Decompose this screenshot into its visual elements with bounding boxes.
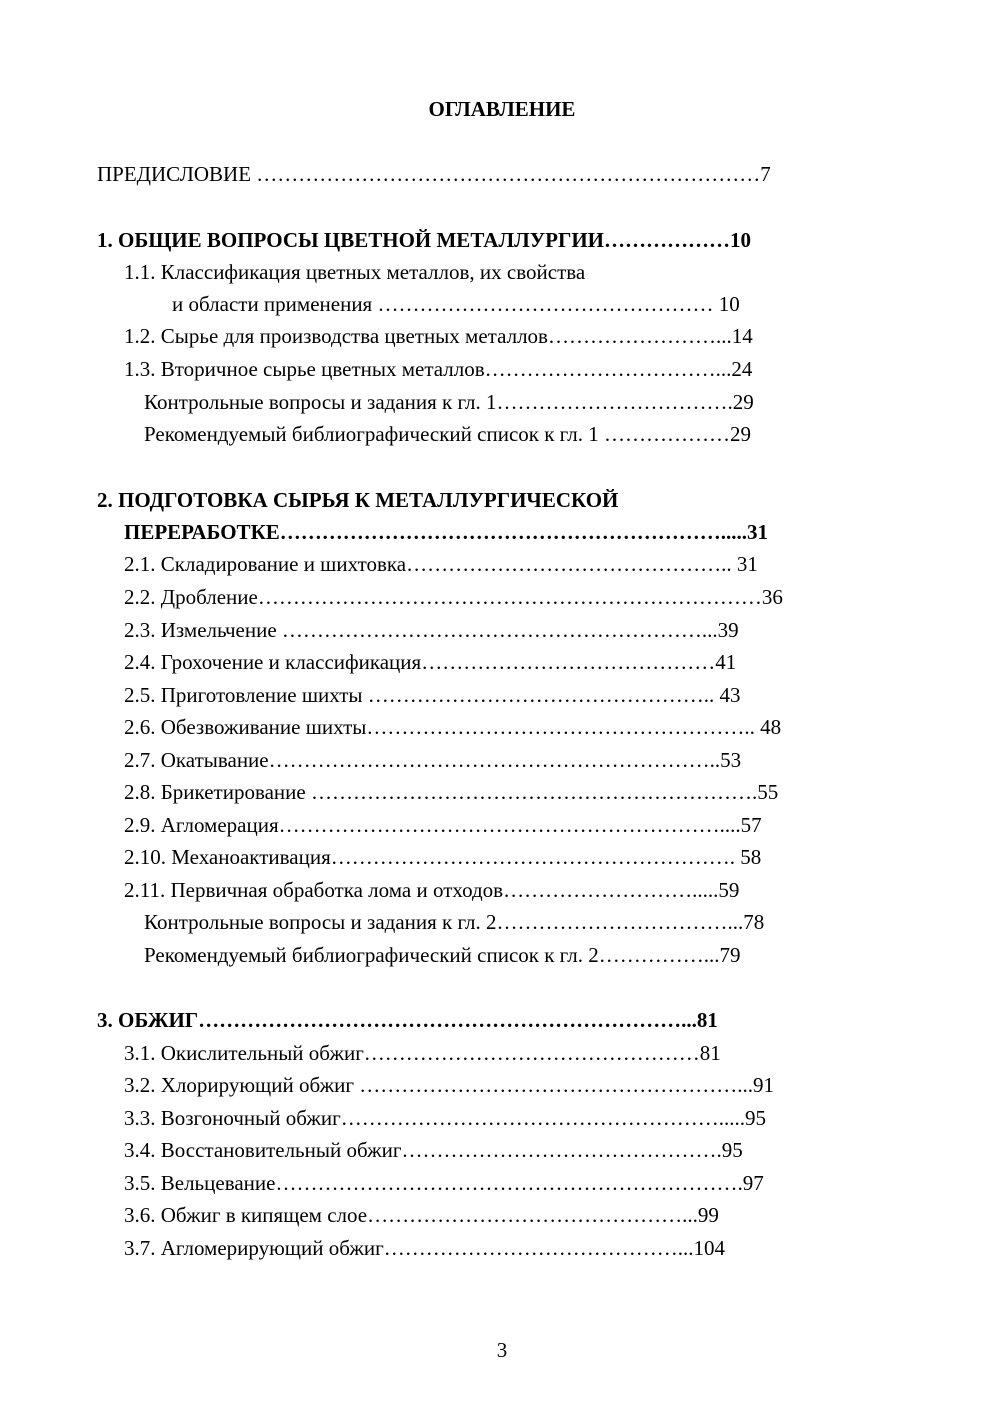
toc-entry: и области применения ………………………………………… 10 <box>172 292 740 316</box>
chapter-2-heading: 2. ПОДГОТОВКА СЫРЬЯ К МЕТАЛЛУРГИЧЕСКОЙ <box>97 488 619 512</box>
toc-entry: Рекомендуемый библиографический список к гл. 2……………...79 <box>144 943 741 967</box>
toc-entry: 3.5. Вельцевание………………………………………………………….97 <box>124 1171 764 1195</box>
toc-entry: 2.5. Приготовление шихты ………………………………………….. 43 <box>124 683 741 707</box>
toc-entry: 3.2. Хлорирующий обжиг ………………………………………………...91 <box>124 1073 774 1097</box>
toc-entry: 2.1. Складирование и шихтовка……………………………………….. 31 <box>124 552 758 576</box>
toc-entry: 2.10. Механоактивация…………………………………………………. 58 <box>124 845 762 869</box>
toc-entry: 2.4. Грохочение и классификация……………………………………41 <box>124 650 737 674</box>
toc-entry: Контрольные вопросы и задания к гл. 1…………………………….29 <box>144 390 754 414</box>
toc-entry: 3.3. Возгоночный обжиг……………………………………………….....95 <box>124 1106 767 1130</box>
toc-entry: 3.6. Обжиг в кипящем слое………………………………………...99 <box>124 1203 719 1227</box>
toc-title: ОГЛАВЛЕНИЕ <box>428 97 576 121</box>
page-number: 3 <box>496 1338 508 1362</box>
chapter-1-heading: 1. ОБЩИЕ ВОПРОСЫ ЦВЕТНОЙ МЕТАЛЛУРГИИ………………10 <box>97 228 752 252</box>
toc-entry: 2.9. Агломерация………………………………………………………....57 <box>124 813 762 837</box>
toc-entry: 2.8. Брикетирование ……………………………………………………….55 <box>124 780 779 804</box>
toc-entry: 3.1. Окислительный обжиг…………………………………………81 <box>124 1041 721 1065</box>
chapter-2-heading-cont: ПЕРЕРАБОТКЕ……………………………………………………….....31 <box>124 520 769 544</box>
toc-entry: Рекомендуемый библиографический список к гл. 1 ………………29 <box>144 422 751 446</box>
toc-entry: 2.2. Дробление………………………………………………………………36 <box>124 585 783 609</box>
toc-entry: 2.7. Окатывание………………………………………………………..53 <box>124 748 742 772</box>
chapter-3-heading: 3. ОБЖИГ……………………………………………………………...81 <box>97 1008 718 1032</box>
toc-entry: 2.3. Измельчение ……………………………………………………...39 <box>124 618 739 642</box>
toc-entry: 2.6. Обезвоживание шихты……………………………………………….. 48 <box>124 715 782 739</box>
toc-entry: 1.2. Сырье для производства цветных металлов……………………...14 <box>124 324 753 348</box>
toc-entry: 3.7. Агломерирующий обжиг……………………………………...104 <box>124 1236 725 1260</box>
toc-entry: 1.3. Вторичное сырье цветных металлов……………………………...24 <box>124 357 753 381</box>
toc-entry: 2.11. Первичная обработка лома и отходов……………………….....59 <box>124 878 740 902</box>
toc-entry: 1.1. Классификация цветных металлов, их свойства <box>124 260 586 284</box>
toc-entry: 3.4. Восстановительный обжиг……………………………………….95 <box>124 1138 743 1162</box>
toc-entry: Контрольные вопросы и задания к гл. 2……………………………...78 <box>144 910 765 934</box>
toc-preface: ПРЕДИСЛОВИЕ ………………………………………………………………7 <box>97 162 771 186</box>
